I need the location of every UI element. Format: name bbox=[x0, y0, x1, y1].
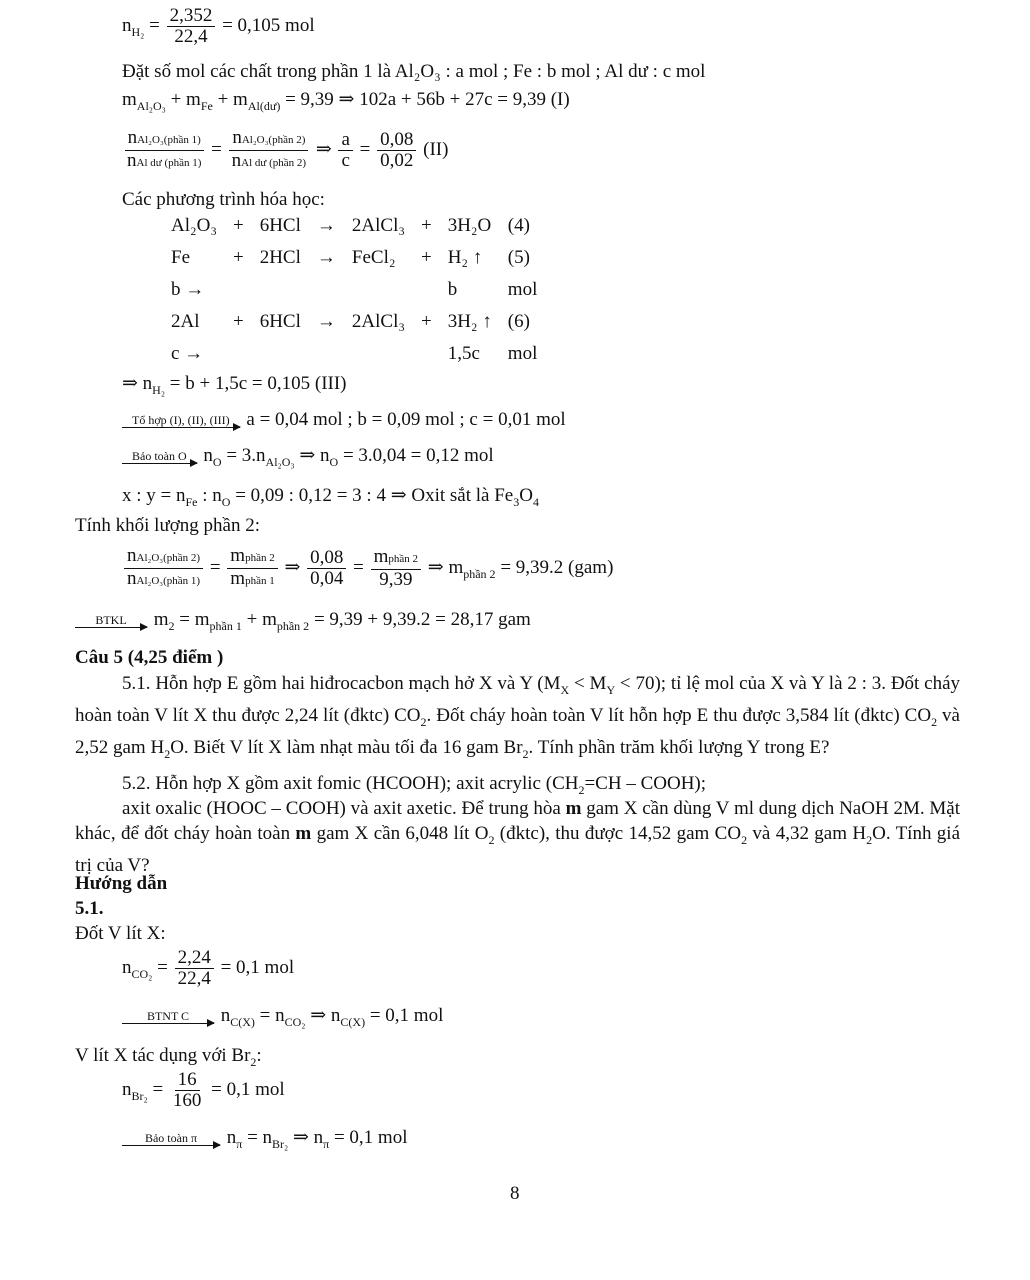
ratio-m-result: ⇒ $m_{phần 2} = 9,39.2$ (gam) bbox=[427, 556, 614, 581]
eq-nCO2: $n_{CO_2}$ = $\frac{2,24}{22,4}$ = 0,1 mol bbox=[122, 947, 295, 989]
reaction-row bbox=[163, 274, 545, 306]
page-number: 8 bbox=[510, 1183, 520, 1204]
reaction-cell: Fe bbox=[171, 247, 190, 268]
cau5-title: Câu 5 (4,25 điểm ) bbox=[75, 647, 224, 668]
reaction-cell bbox=[225, 274, 252, 306]
ratio-v2: 0,02 bbox=[380, 150, 414, 171]
ratio-v1: 0,08 bbox=[377, 130, 416, 151]
ratio-den2-sub: Al dư (phần 2) bbox=[241, 157, 307, 169]
reaction-row bbox=[163, 338, 545, 370]
reaction-cell bbox=[413, 274, 440, 306]
reaction-cell bbox=[309, 274, 344, 306]
reaction-cell: + bbox=[232, 311, 244, 332]
reaction-cell: (4) bbox=[507, 215, 530, 236]
reaction-cell bbox=[252, 274, 309, 306]
ratio-mass-line: $\frac{\text{nAl₂O₃(phần 2)}}{\text{nAl₂O₃(phần 1)}}$ = $\frac{\text{mphần 2}}{\text{mphần 1}}$ ⇒ $\frac{0,08}{0,04}$ = $\frac{\text{mphần 2}}{9,39}$ ⇒ $m_{phần 2} = 9,39.2$ (gam) bbox=[122, 546, 613, 591]
reaction-cell bbox=[344, 338, 413, 370]
ratio-m-num-sub: Al₂O₃(phần 2) bbox=[136, 552, 201, 564]
bao-toan-pi-result: $n_\pi = n_{Br_2}$ ⇒ $n_\pi = 0,1$ mol bbox=[226, 1127, 408, 1151]
btnt-result: $n_{C(X)} = n_{CO_2}$ ⇒ $n_{C(X)} = 0,1$ mol bbox=[220, 1005, 444, 1029]
bao-toan-o-line bbox=[122, 444, 494, 474]
reaction-cell: 6HCl bbox=[259, 215, 301, 236]
eq-nH2: $n_{H_2}$ = $\frac{2,352}{22,4}$ = 0,105 mol bbox=[122, 5, 315, 47]
ratio-m-md: phần 1 bbox=[245, 575, 275, 587]
reaction-cell: + bbox=[232, 215, 244, 236]
reaction-cell bbox=[309, 338, 344, 370]
v-lit-br2: V lít X tác dụng với $Br_2$: bbox=[75, 1045, 262, 1069]
reaction-cell: + bbox=[232, 247, 244, 268]
reaction-cell: → bbox=[316, 215, 336, 236]
reaction-cell: 3H₂ ↑ bbox=[447, 311, 492, 332]
eq-rhs: = 0,105 mol bbox=[222, 14, 315, 36]
reaction-cell: mol bbox=[507, 279, 538, 300]
ratio-equation-II: $\frac{\text{nAl₂O₃(phần 1)}}{\text{nAl dư (phần 1)}}$ = $\frac{\text{nAl₂O₃(phần 2)}}{\text{nAl dư (phần 2)}}$ ⇒ $\frac{a}{c}$ = $\frac{0,08}{0,02}$ (II) bbox=[122, 128, 448, 173]
reaction-cell: b bbox=[447, 279, 458, 300]
reaction-cell: 2Al bbox=[171, 311, 200, 332]
ratio-a: a bbox=[338, 130, 352, 151]
reaction-cell: + bbox=[420, 215, 432, 236]
arrow-label-btkl: BTKL bbox=[95, 612, 127, 627]
huong-dan: Hướng dẫn bbox=[75, 873, 168, 894]
ratio-m-mn: phần 2 bbox=[245, 552, 275, 564]
reaction-cell: 3H₂O bbox=[447, 215, 492, 236]
frac-num: 2,352 bbox=[167, 6, 216, 27]
reaction-cell: c → bbox=[171, 343, 204, 364]
dat-so-mol-line: Đặt số mol các chất trong phần 1 là Al₂O₃ : a mol ; Fe : b mol ; Al dư : c mol bbox=[122, 61, 706, 82]
tinh-khoi-luong: Tính khối lượng phần 2: bbox=[75, 515, 260, 536]
nH2-equation-III: ⇒ $n_{H_2} = b + 1,5c = 0,105$ (III) bbox=[122, 373, 347, 397]
problem-5-2-body: axit oxalic (HOOC – COOH) và axit axetic. Để trung hòa m gam X cần dùng V ml dung dịch NaOH 2M. Mặt khác, để đốt cháy hoàn toàn m gam X cần 6,048 lít $O_2$ (đktc), thu được 14,52 gam $CO_2$ và 4,32 gam $H_2O$. Tính giá trị của V? bbox=[75, 798, 961, 876]
nCO2-rhs: = 0,1 mol bbox=[220, 956, 295, 978]
nBr2-rhs: = 0,1 mol bbox=[211, 1078, 285, 1100]
arrow-label-bao-toan-pi: Bảo toàn π bbox=[144, 1130, 198, 1145]
section-5-1: 5.1. bbox=[75, 898, 104, 919]
reaction-cell: 1,5c bbox=[447, 343, 480, 364]
nCO2-num: 2,24 bbox=[175, 948, 214, 969]
ratio-den1-sub: Al dư (phần 1) bbox=[136, 157, 202, 169]
xy-line: x : $y = n_{Fe}$ : $n_O = 0,09$ : 0,12 = 3 : 4 ⇒ Oxit sắt là $Fe_3O_4$ bbox=[122, 485, 539, 509]
reaction-cell: b → bbox=[171, 279, 205, 300]
bao-toan-o-result: $n_O = 3.n_{Al_2O_3}$ ⇒ $n_O = 3.0,04 = 0,12$ mol bbox=[203, 445, 494, 469]
reaction-cell: H₂ ↑ bbox=[447, 247, 483, 268]
ratio-m-v1: 0,08 bbox=[307, 548, 346, 569]
nCO2-den: 22,4 bbox=[177, 968, 211, 989]
btkl-result: $m_2 = m_{phần 1} + m_{phần 2} = 9,39 + 9,39.2 = 28,17$ gam bbox=[153, 609, 531, 633]
ratio-m-v3: 9,39 bbox=[379, 569, 413, 590]
reaction-cell bbox=[252, 338, 309, 370]
dot-v-lit-x: Đốt V lít X: bbox=[75, 923, 166, 944]
reaction-row bbox=[163, 242, 545, 274]
arrow-label-to-hop: Tổ hợp (I), (II), (III) bbox=[132, 412, 230, 427]
reaction-cell: 2AlCl₃ bbox=[351, 311, 405, 332]
reaction-row bbox=[163, 306, 545, 338]
ratio-m-den-sub: Al₂O₃(phần 1) bbox=[136, 575, 201, 587]
reaction-row bbox=[163, 210, 545, 242]
reaction-cell: → bbox=[316, 311, 336, 332]
reaction-cell: → bbox=[316, 247, 336, 268]
reaction-cell: Al₂O₃ bbox=[171, 215, 217, 236]
reaction-cell: (5) bbox=[507, 247, 530, 268]
nBr2-den: 160 bbox=[172, 1090, 202, 1111]
reaction-cell: (6) bbox=[507, 311, 530, 332]
mass-equation: $m_{Al_2O_3} + m_{Fe} + m_{Al(dư)} = 9,39$ ⇒ 102a + 56b + 27c = 9,39 (I) bbox=[122, 89, 570, 113]
reaction-cell: 2HCl bbox=[259, 247, 301, 268]
ratio-c: c bbox=[341, 150, 350, 171]
to-hop-line bbox=[122, 408, 566, 432]
nBr2-num: 16 bbox=[175, 1070, 200, 1091]
ratio-m-v2: 0,04 bbox=[310, 568, 344, 589]
btnt-c-line bbox=[122, 1004, 443, 1034]
to-hop-result: a = 0,04 mol ; b = 0,09 mol ; c = 0,01 mol bbox=[246, 409, 566, 430]
reaction-cell bbox=[225, 338, 252, 370]
btkl-line bbox=[75, 608, 531, 638]
reaction-cell: 2AlCl₃ bbox=[351, 215, 405, 236]
arrow-label-btnt: BTNT C bbox=[146, 1008, 190, 1023]
ratio-num2-sub: Al₂O₃(phần 2) bbox=[241, 134, 306, 146]
bao-toan-pi-line bbox=[122, 1126, 407, 1156]
ratio-m-mn2: phần 2 bbox=[388, 553, 419, 565]
reaction-cell: mol bbox=[507, 343, 538, 364]
reaction-cell: FeCl₂ bbox=[351, 247, 396, 268]
reaction-cell bbox=[344, 274, 413, 306]
arrow-label-bao-toan-o: Bảo toàn O bbox=[132, 448, 187, 463]
ratio-num1-sub: Al₂O₃(phần 1) bbox=[137, 134, 201, 146]
reaction-table bbox=[163, 210, 545, 370]
reaction-cell: + bbox=[420, 247, 432, 268]
reaction-cell: + bbox=[420, 311, 432, 332]
eq-nBr2: $n_{Br_2}$ = $\frac{16}{160}$ = 0,1 mol bbox=[122, 1069, 285, 1111]
cac-phuong-trinh: Các phương trình hóa học: bbox=[122, 189, 325, 210]
problem-5-2-line1: 5.2. Hỗn hợp X gồm axit fomic (HCOOH); axit acrylic ($CH_2=CH$ – COOH); bbox=[122, 773, 707, 797]
ratio-tag: (II) bbox=[423, 138, 449, 160]
reaction-cell bbox=[413, 338, 440, 370]
frac-den: 22,4 bbox=[174, 26, 208, 47]
reaction-cell: 6HCl bbox=[259, 311, 301, 332]
problem-5-1: 5.1. Hỗn hợp E gồm hai hiđrocacbon mạch hở X và Y $(M_X < M_Y < 70)$; tỉ lệ mol của X và Y là 2 : 3. Đốt cháy hoàn toàn V lít X thu được 2,24 lít (đktc) $CO_2$. Đốt cháy hoàn toàn V lít hỗn hợp E thu được 3,584 lít (đktc) $CO_2$ và 2,52 gam $H_2O$. Biết V lít X làm nhạt màu tối đa 16 gam $Br_2$. Tính phần trăm khối lượng Y trong E? bbox=[75, 673, 961, 761]
